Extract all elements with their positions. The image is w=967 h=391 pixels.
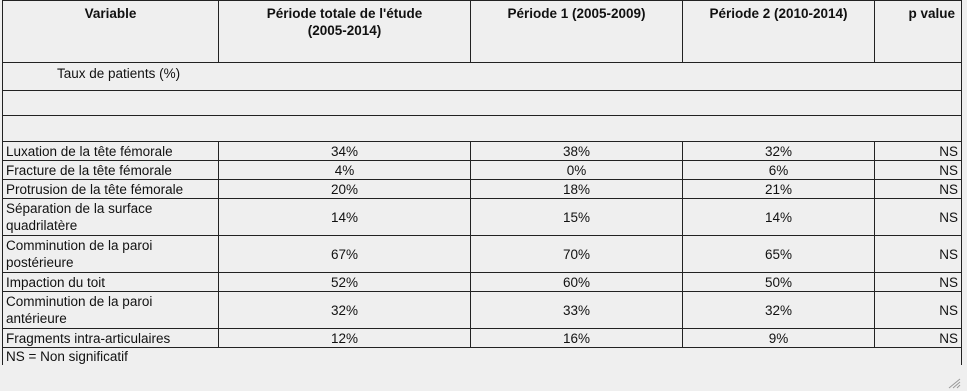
cell-total: 12% (219, 329, 471, 348)
empty-row (3, 91, 962, 116)
cell-p-value: NS (875, 199, 962, 236)
cell-p-value: NS (875, 142, 962, 161)
row-label: Comminution de la paroi postérieure (3, 236, 219, 273)
cell-period-1: 60% (471, 273, 683, 292)
table-row (3, 142, 962, 161)
cell-period-2: 6% (683, 161, 875, 180)
table-row (3, 292, 962, 329)
cell-period-2: 32% (683, 292, 875, 329)
cell-total: 20% (219, 180, 471, 199)
table-row (3, 180, 962, 199)
cell-p-value: NS (875, 180, 962, 199)
cell-period-2: 21% (683, 180, 875, 199)
header-variable: Variable (3, 1, 219, 63)
gap-row (3, 116, 962, 142)
gap-cell (3, 116, 962, 142)
table-header-row (3, 1, 962, 63)
cell-p-value: NS (875, 161, 962, 180)
row-label: Comminution de la paroi antérieure (3, 292, 219, 329)
table-row (3, 199, 962, 236)
footnote: NS = Non significatif (3, 348, 962, 366)
cell-total: 4% (219, 161, 471, 180)
cell-total: 32% (219, 292, 471, 329)
cell-period-1: 70% (471, 236, 683, 273)
section-label: Taux de patients (%) (3, 63, 962, 91)
header-total-period: Période totale de l'étude (2005-2014) (219, 1, 471, 63)
row-label: Séparation de la surface quadrilatère (3, 199, 219, 236)
row-label: Fragments intra-articulaires (3, 329, 219, 348)
cell-p-value: NS (875, 236, 962, 273)
header-p-value: p value (875, 1, 962, 63)
cell-period-1: 16% (471, 329, 683, 348)
cell-period-1: 33% (471, 292, 683, 329)
cell-p-value: NS (875, 273, 962, 292)
cell-total: 67% (219, 236, 471, 273)
cell-period-1: 15% (471, 199, 683, 236)
resize-grip-icon[interactable] (947, 377, 961, 389)
footnote-row (3, 348, 962, 366)
cell-p-value: NS (875, 329, 962, 348)
table-row (3, 236, 962, 273)
cell-period-2: 50% (683, 273, 875, 292)
empty-cell (3, 91, 962, 116)
results-table (2, 0, 962, 365)
cell-period-1: 38% (471, 142, 683, 161)
cell-period-1: 18% (471, 180, 683, 199)
cell-period-1: 0% (471, 161, 683, 180)
header-period-1: Période 1 (2005-2009) (471, 1, 683, 63)
row-label: Fracture de la tête fémorale (3, 161, 219, 180)
table-row (3, 329, 962, 348)
cell-period-2: 65% (683, 236, 875, 273)
table-row (3, 161, 962, 180)
section-row (3, 63, 962, 91)
cell-period-2: 9% (683, 329, 875, 348)
row-label: Luxation de la tête fémorale (3, 142, 219, 161)
cell-total: 52% (219, 273, 471, 292)
cell-period-2: 32% (683, 142, 875, 161)
cell-total: 34% (219, 142, 471, 161)
cell-total: 14% (219, 199, 471, 236)
header-period-2: Période 2 (2010-2014) (683, 1, 875, 63)
row-label: Protrusion de la tête fémorale (3, 180, 219, 199)
table-row (3, 273, 962, 292)
cell-p-value: NS (875, 292, 962, 329)
row-label: Impaction du toit (3, 273, 219, 292)
cell-period-2: 14% (683, 199, 875, 236)
